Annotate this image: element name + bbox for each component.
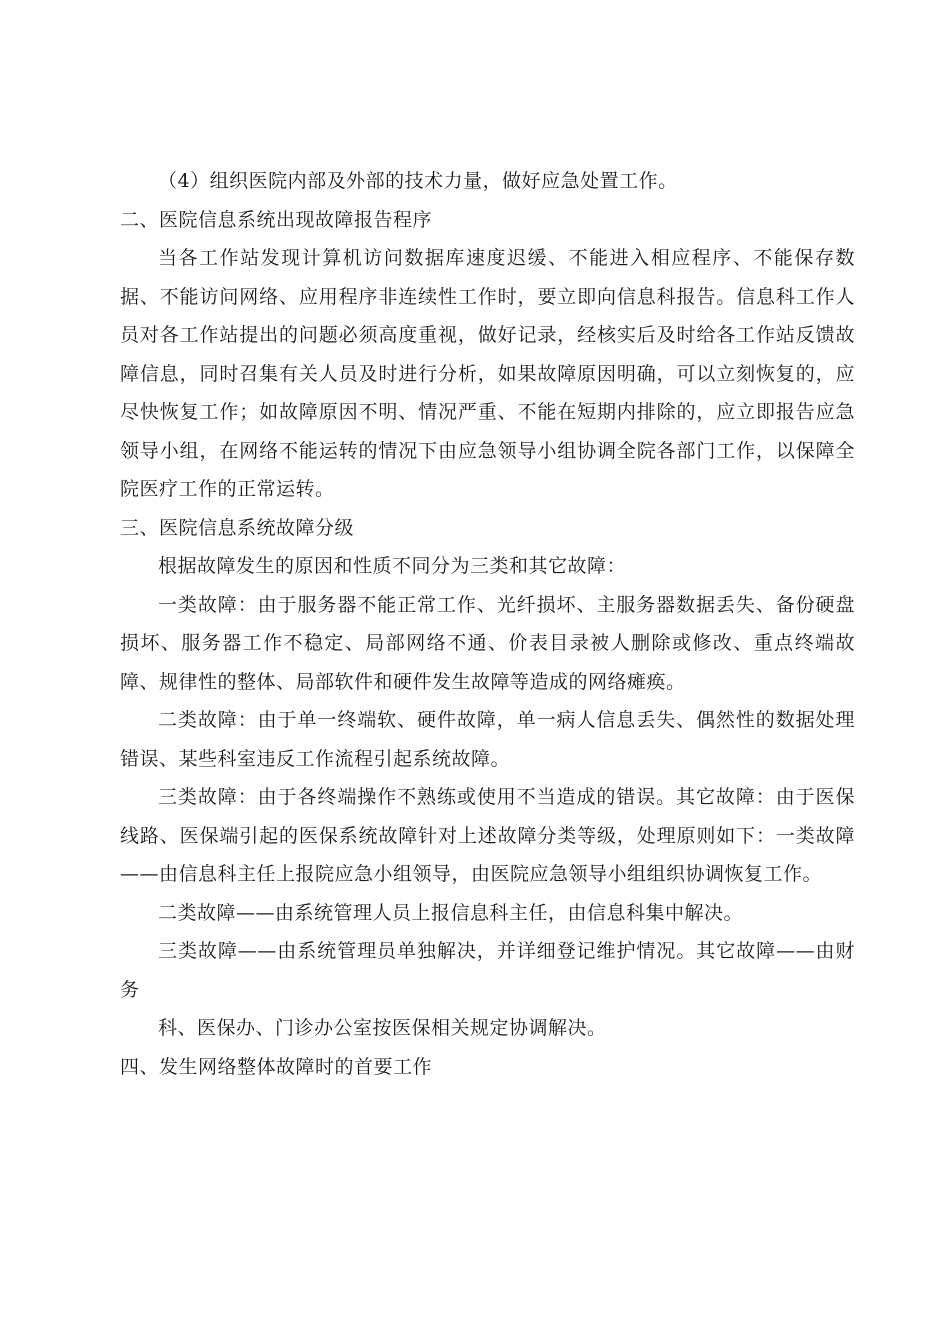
class-3-handling-paragraph: 三类故障——由系统管理员单独解决，并详细登记维护情况。其它故障——由财务	[120, 940, 855, 1001]
class-3-fault-paragraph: 三类故障：由于各终端操作不熟练或使用不当造成的错误。其它故障：由于医保线路、医保端引起的医保系统故障针对上述故障分类等级，处理原则如下：一类故障——由信息科主任上报院应急小组领导，由医院应急领导小组组织协调恢复工作。	[120, 786, 855, 885]
class-2-handling-paragraph: 二类故障——由系统管理人员上报信息科主任，由信息科集中解决。	[158, 901, 744, 924]
section-heading-4: 四、发生网络整体故障时的首要工作	[120, 1055, 433, 1078]
class-1-fault-paragraph: 一类故障：由于服务器不能正常工作、光纤损坏、主服务器数据丢失、备份硬盘损坏、服务器工作不稳定、局部网络不通、价表目录被人删除或修改、重点终端故障、规律性的整体、局部软件和硬件发生故障等造成的网络瘫痪。	[120, 593, 855, 693]
section-heading-2: 二、医院信息系统出现故障报告程序	[120, 208, 433, 231]
classification-intro: 根据故障发生的原因和性质不同分为三类和其它故障：	[158, 555, 627, 577]
document-body	[120, 162, 855, 1086]
report-procedure-paragraph: 当各工作站发现计算机访问数据库速度迟缓、不能进入相应程序、不能保存数据、不能访问网络、应用程序非连续性工作时，要立即向信息科报告。信息科工作人员对各工作站提出的问题必须高度重视，做好记录，经核实后及时给各工作站反馈故障信息，同时召集有关人员及时进行分析，如果故障原因明确，可以立刻恢复的，应尽快恢复工作；如故障原因不明、情况严重、不能在短期内排除的，应立即报告应急领导小组，在网络不能运转的情况下由应急领导小组协调全院各部门工作，以保障全院医疗工作的正常运转。	[120, 247, 855, 500]
other-fault-handling-line: 科、医保办、门诊办公室按医保相关规定协调解决。	[158, 1017, 607, 1039]
list-item-4: （4）组织医院内部及外部的技术力量，做好应急处置工作。	[158, 170, 678, 192]
class-2-fault-paragraph: 二类故障：由于单一终端软、硬件故障，单一病人信息丢失、偶然性的数据处理错误、某些科室违反工作流程引起系统故障。	[120, 709, 855, 770]
section-heading-3: 三、医院信息系统故障分级	[120, 516, 355, 539]
